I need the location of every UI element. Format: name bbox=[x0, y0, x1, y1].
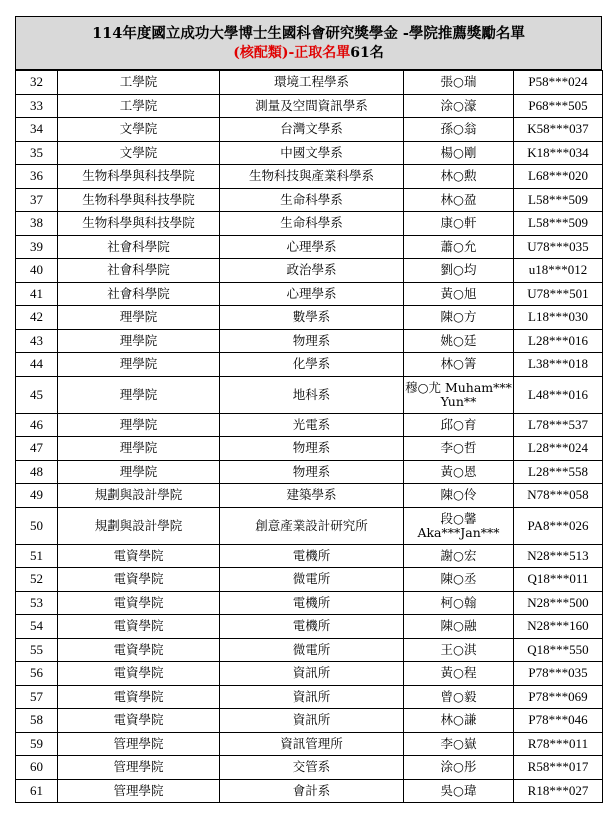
row-number: 36 bbox=[16, 165, 58, 189]
student-id-cell: Q18***550 bbox=[514, 638, 603, 662]
department-cell: 資訊所 bbox=[220, 709, 404, 733]
student-id-cell: P58***024 bbox=[514, 71, 603, 95]
table-row bbox=[16, 779, 603, 803]
student-id-cell: P78***046 bbox=[514, 709, 603, 733]
student-id-cell: L58***509 bbox=[514, 188, 603, 212]
student-id-cell: R78***011 bbox=[514, 732, 603, 756]
college-cell: 理學院 bbox=[58, 353, 220, 377]
recipient-name-cell: 林○勲 bbox=[404, 165, 514, 189]
student-id-cell: L28***016 bbox=[514, 329, 603, 353]
student-id-cell: R58***017 bbox=[514, 756, 603, 780]
table-row bbox=[16, 329, 603, 353]
table-row bbox=[16, 235, 603, 259]
college-cell: 社會科學院 bbox=[58, 259, 220, 283]
row-number: 54 bbox=[16, 615, 58, 639]
table-row bbox=[16, 484, 603, 508]
college-cell: 文學院 bbox=[58, 118, 220, 142]
recipient-name-cell: 張○瑞 bbox=[404, 71, 514, 95]
college-cell: 社會科學院 bbox=[58, 235, 220, 259]
table-row bbox=[16, 306, 603, 330]
row-number: 38 bbox=[16, 212, 58, 236]
college-cell: 規劃與設計學院 bbox=[58, 507, 220, 544]
student-id-cell: P68***505 bbox=[514, 94, 603, 118]
department-cell: 生命科學系 bbox=[220, 188, 404, 212]
document-subtitle bbox=[16, 43, 601, 63]
row-number: 57 bbox=[16, 685, 58, 709]
recipient-name-cell: 王○淇 bbox=[404, 638, 514, 662]
college-cell: 電資學院 bbox=[58, 591, 220, 615]
college-cell: 管理學院 bbox=[58, 756, 220, 780]
student-id-cell: L58***509 bbox=[514, 212, 603, 236]
row-number: 56 bbox=[16, 662, 58, 686]
college-cell: 管理學院 bbox=[58, 779, 220, 803]
table-row bbox=[16, 460, 603, 484]
college-cell: 電資學院 bbox=[58, 544, 220, 568]
row-number: 39 bbox=[16, 235, 58, 259]
recipient-name-cell: 涂○彤 bbox=[404, 756, 514, 780]
row-number: 48 bbox=[16, 460, 58, 484]
recipient-name-cell: 楊○剛 bbox=[404, 141, 514, 165]
table-row bbox=[16, 437, 603, 461]
row-number: 44 bbox=[16, 353, 58, 377]
recipient-table bbox=[15, 70, 603, 803]
row-number: 35 bbox=[16, 141, 58, 165]
table-row bbox=[16, 94, 603, 118]
student-id-cell: L18***030 bbox=[514, 306, 603, 330]
recipient-name-cell: 蕭○允 bbox=[404, 235, 514, 259]
subtitle-count: 61名 bbox=[350, 45, 384, 61]
recipient-name-cell: 李○嶽 bbox=[404, 732, 514, 756]
recipient-name-cell: 林○箐 bbox=[404, 353, 514, 377]
table-row bbox=[16, 662, 603, 686]
student-id-cell: PA8***026 bbox=[514, 507, 603, 544]
table-row bbox=[16, 353, 603, 377]
department-cell: 微電所 bbox=[220, 638, 404, 662]
recipient-name-cell: 康○軒 bbox=[404, 212, 514, 236]
recipient-rows bbox=[16, 71, 603, 803]
row-number: 43 bbox=[16, 329, 58, 353]
table-row bbox=[16, 71, 603, 95]
college-cell: 理學院 bbox=[58, 460, 220, 484]
college-cell: 理學院 bbox=[58, 413, 220, 437]
department-cell: 資訊所 bbox=[220, 685, 404, 709]
table-row bbox=[16, 685, 603, 709]
department-cell: 資訊管理所 bbox=[220, 732, 404, 756]
department-cell: 創意產業設計研究所 bbox=[220, 507, 404, 544]
student-id-cell: L78***537 bbox=[514, 413, 603, 437]
student-id-cell: Q18***011 bbox=[514, 568, 603, 592]
row-number: 60 bbox=[16, 756, 58, 780]
department-cell: 電機所 bbox=[220, 591, 404, 615]
student-id-cell: U78***035 bbox=[514, 235, 603, 259]
table-row bbox=[16, 212, 603, 236]
row-number: 42 bbox=[16, 306, 58, 330]
table-row bbox=[16, 259, 603, 283]
recipient-name-cell: 陳○方 bbox=[404, 306, 514, 330]
college-cell: 生物科學與科技學院 bbox=[58, 212, 220, 236]
college-cell: 管理學院 bbox=[58, 732, 220, 756]
department-cell: 建築學系 bbox=[220, 484, 404, 508]
college-cell: 理學院 bbox=[58, 306, 220, 330]
recipient-name-cell: 陳○融 bbox=[404, 615, 514, 639]
table-row bbox=[16, 376, 603, 413]
department-cell: 政治學系 bbox=[220, 259, 404, 283]
student-id-cell: N28***160 bbox=[514, 615, 603, 639]
table-row bbox=[16, 544, 603, 568]
recipient-name-cell: 黃○程 bbox=[404, 662, 514, 686]
table-row bbox=[16, 188, 603, 212]
recipient-name-cell: 黃○旭 bbox=[404, 282, 514, 306]
recipient-name-cell: 姚○廷 bbox=[404, 329, 514, 353]
table-row bbox=[16, 282, 603, 306]
recipient-name-cell: 林○謙 bbox=[404, 709, 514, 733]
department-cell: 生物科技與產業科學系 bbox=[220, 165, 404, 189]
row-number: 55 bbox=[16, 638, 58, 662]
recipient-name-cell: 陳○丞 bbox=[404, 568, 514, 592]
recipient-name-cell: 李○哲 bbox=[404, 437, 514, 461]
college-cell: 文學院 bbox=[58, 141, 220, 165]
recipient-name-cell: 邱○育 bbox=[404, 413, 514, 437]
recipient-name-cell: 黃○恩 bbox=[404, 460, 514, 484]
department-cell: 物理系 bbox=[220, 437, 404, 461]
row-number: 51 bbox=[16, 544, 58, 568]
recipient-name-cell: 柯○翰 bbox=[404, 591, 514, 615]
recipient-name-cell: 曾○毅 bbox=[404, 685, 514, 709]
student-id-cell: L68***020 bbox=[514, 165, 603, 189]
recipient-name-cell: 陳○伶 bbox=[404, 484, 514, 508]
table-row bbox=[16, 568, 603, 592]
student-id-cell: N28***500 bbox=[514, 591, 603, 615]
college-cell: 理學院 bbox=[58, 437, 220, 461]
title-box bbox=[15, 16, 602, 70]
department-cell: 生命科學系 bbox=[220, 212, 404, 236]
table-row bbox=[16, 413, 603, 437]
department-cell: 電機所 bbox=[220, 615, 404, 639]
college-cell: 理學院 bbox=[58, 376, 220, 413]
student-id-cell: N28***513 bbox=[514, 544, 603, 568]
recipient-name-cell: 吳○瑋 bbox=[404, 779, 514, 803]
department-cell: 物理系 bbox=[220, 460, 404, 484]
student-id-cell: P78***069 bbox=[514, 685, 603, 709]
row-number: 47 bbox=[16, 437, 58, 461]
student-id-cell: K58***037 bbox=[514, 118, 603, 142]
student-id-cell: N78***058 bbox=[514, 484, 603, 508]
college-cell: 理學院 bbox=[58, 329, 220, 353]
college-cell: 電資學院 bbox=[58, 662, 220, 686]
recipient-name-cell: 穆○尤 Muham*** Yun** bbox=[404, 376, 514, 413]
recipient-name-cell: 劉○均 bbox=[404, 259, 514, 283]
recipient-name-cell: 謝○宏 bbox=[404, 544, 514, 568]
row-number: 34 bbox=[16, 118, 58, 142]
department-cell: 交管系 bbox=[220, 756, 404, 780]
department-cell: 會計系 bbox=[220, 779, 404, 803]
award-list-sheet bbox=[15, 16, 602, 803]
row-number: 50 bbox=[16, 507, 58, 544]
student-id-cell: L28***024 bbox=[514, 437, 603, 461]
department-cell: 數學系 bbox=[220, 306, 404, 330]
row-number: 58 bbox=[16, 709, 58, 733]
recipient-name-cell: 段○馨 Aka***Jan*** bbox=[404, 507, 514, 544]
document-title: 114年度國立成功大學博士生國科會研究獎學金 -學院推薦獎勵名單 bbox=[92, 25, 525, 42]
department-cell: 物理系 bbox=[220, 329, 404, 353]
college-cell: 電資學院 bbox=[58, 615, 220, 639]
table-row bbox=[16, 615, 603, 639]
table-row bbox=[16, 732, 603, 756]
college-cell: 社會科學院 bbox=[58, 282, 220, 306]
row-number: 53 bbox=[16, 591, 58, 615]
row-number: 41 bbox=[16, 282, 58, 306]
college-cell: 工學院 bbox=[58, 94, 220, 118]
student-id-cell: U78***501 bbox=[514, 282, 603, 306]
student-id-cell: u18***012 bbox=[514, 259, 603, 283]
table-row bbox=[16, 141, 603, 165]
department-cell: 地科系 bbox=[220, 376, 404, 413]
student-id-cell: L38***018 bbox=[514, 353, 603, 377]
recipient-name-cell: 孫○翁 bbox=[404, 118, 514, 142]
table-row bbox=[16, 165, 603, 189]
subtitle-category: (核配類)-正取名單 bbox=[233, 45, 351, 61]
row-number: 40 bbox=[16, 259, 58, 283]
student-id-cell: R18***027 bbox=[514, 779, 603, 803]
row-number: 33 bbox=[16, 94, 58, 118]
department-cell: 電機所 bbox=[220, 544, 404, 568]
table-row bbox=[16, 591, 603, 615]
college-cell: 生物科學與科技學院 bbox=[58, 165, 220, 189]
row-number: 59 bbox=[16, 732, 58, 756]
table-row bbox=[16, 709, 603, 733]
row-number: 37 bbox=[16, 188, 58, 212]
college-cell: 電資學院 bbox=[58, 709, 220, 733]
row-number: 49 bbox=[16, 484, 58, 508]
row-number: 32 bbox=[16, 71, 58, 95]
department-cell: 中國文學系 bbox=[220, 141, 404, 165]
department-cell: 微電所 bbox=[220, 568, 404, 592]
department-cell: 化學系 bbox=[220, 353, 404, 377]
department-cell: 測量及空間資訊學系 bbox=[220, 94, 404, 118]
department-cell: 光電系 bbox=[220, 413, 404, 437]
table-row bbox=[16, 507, 603, 544]
table-row bbox=[16, 118, 603, 142]
student-id-cell: L28***558 bbox=[514, 460, 603, 484]
row-number: 45 bbox=[16, 376, 58, 413]
department-cell: 環境工程學系 bbox=[220, 71, 404, 95]
row-number: 52 bbox=[16, 568, 58, 592]
row-number: 46 bbox=[16, 413, 58, 437]
student-id-cell: P78***035 bbox=[514, 662, 603, 686]
recipient-name-cell: 涂○濠 bbox=[404, 94, 514, 118]
recipient-name-cell: 林○盈 bbox=[404, 188, 514, 212]
table-row bbox=[16, 638, 603, 662]
row-number: 61 bbox=[16, 779, 58, 803]
department-cell: 台灣文學系 bbox=[220, 118, 404, 142]
department-cell: 心理學系 bbox=[220, 282, 404, 306]
college-cell: 生物科學與科技學院 bbox=[58, 188, 220, 212]
college-cell: 電資學院 bbox=[58, 568, 220, 592]
college-cell: 工學院 bbox=[58, 71, 220, 95]
table-row bbox=[16, 756, 603, 780]
student-id-cell: L48***016 bbox=[514, 376, 603, 413]
department-cell: 心理學系 bbox=[220, 235, 404, 259]
department-cell: 資訊所 bbox=[220, 662, 404, 686]
college-cell: 電資學院 bbox=[58, 685, 220, 709]
student-id-cell: K18***034 bbox=[514, 141, 603, 165]
college-cell: 規劃與設計學院 bbox=[58, 484, 220, 508]
college-cell: 電資學院 bbox=[58, 638, 220, 662]
